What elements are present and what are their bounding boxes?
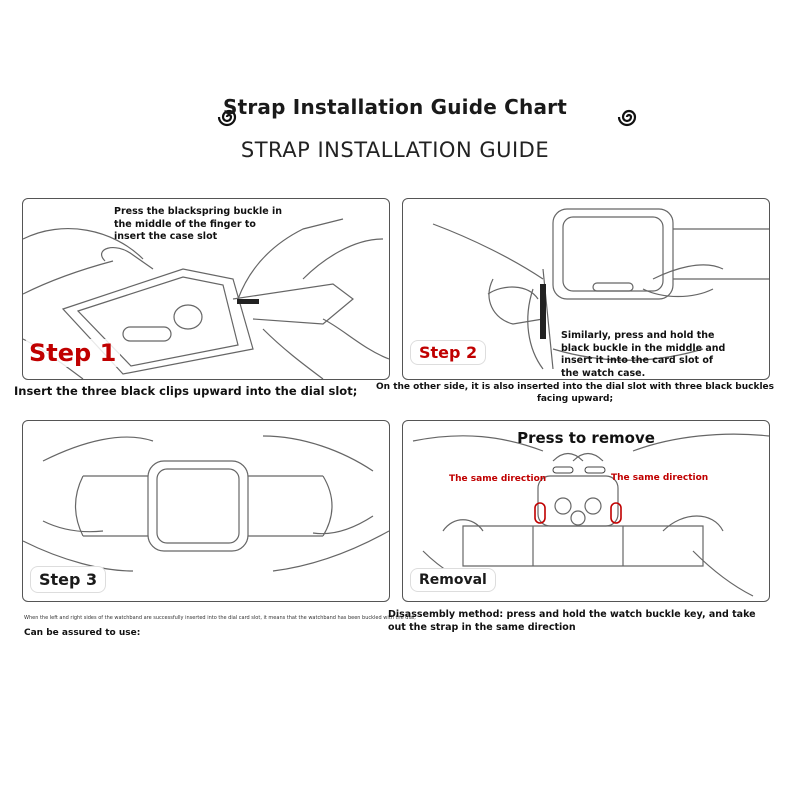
step2-note: Similarly, press and hold the black buckle in the middle and insert it into the card slot of the watch case. [561,330,726,379]
page-subtitle: STRAP INSTALLATION GUIDE [240,138,550,162]
step2-label: Step 2 [411,341,485,364]
step2-panel [402,198,770,380]
swirl-icon [616,104,642,130]
step3-small-caption: When the left and right sides of the watchband are successfully inserted into the dial card slot, it means that the watchband has been buckled with the dial, [24,615,416,621]
removal-direction-left: The same direction [449,474,547,484]
step1-caption: Insert the three black clips upward into the dial slot; [14,384,358,398]
removal-caption: Disassembly method: press and hold the watch buckle key, and take out the strap in the same direction [388,609,756,633]
removal-panel [402,420,770,602]
step1-label: Step 1 [25,339,120,367]
removal-label: Removal [411,569,495,591]
step3-caption: Can be assured to use: [24,628,141,638]
step2-caption: On the other side, it is also inserted into the dial slot with three black buckles facing upward; [376,382,774,404]
removal-heading: Press to remove [517,429,655,447]
step1-note: Press the blackspring buckle in the middle of the finger to insert the case slot [114,206,282,242]
step1-panel [22,198,390,380]
removal-direction-right: The same direction [611,473,709,483]
page-title: Strap Installation Guide Chart [223,95,567,119]
step3-label: Step 3 [31,567,105,592]
step3-panel [22,420,390,602]
